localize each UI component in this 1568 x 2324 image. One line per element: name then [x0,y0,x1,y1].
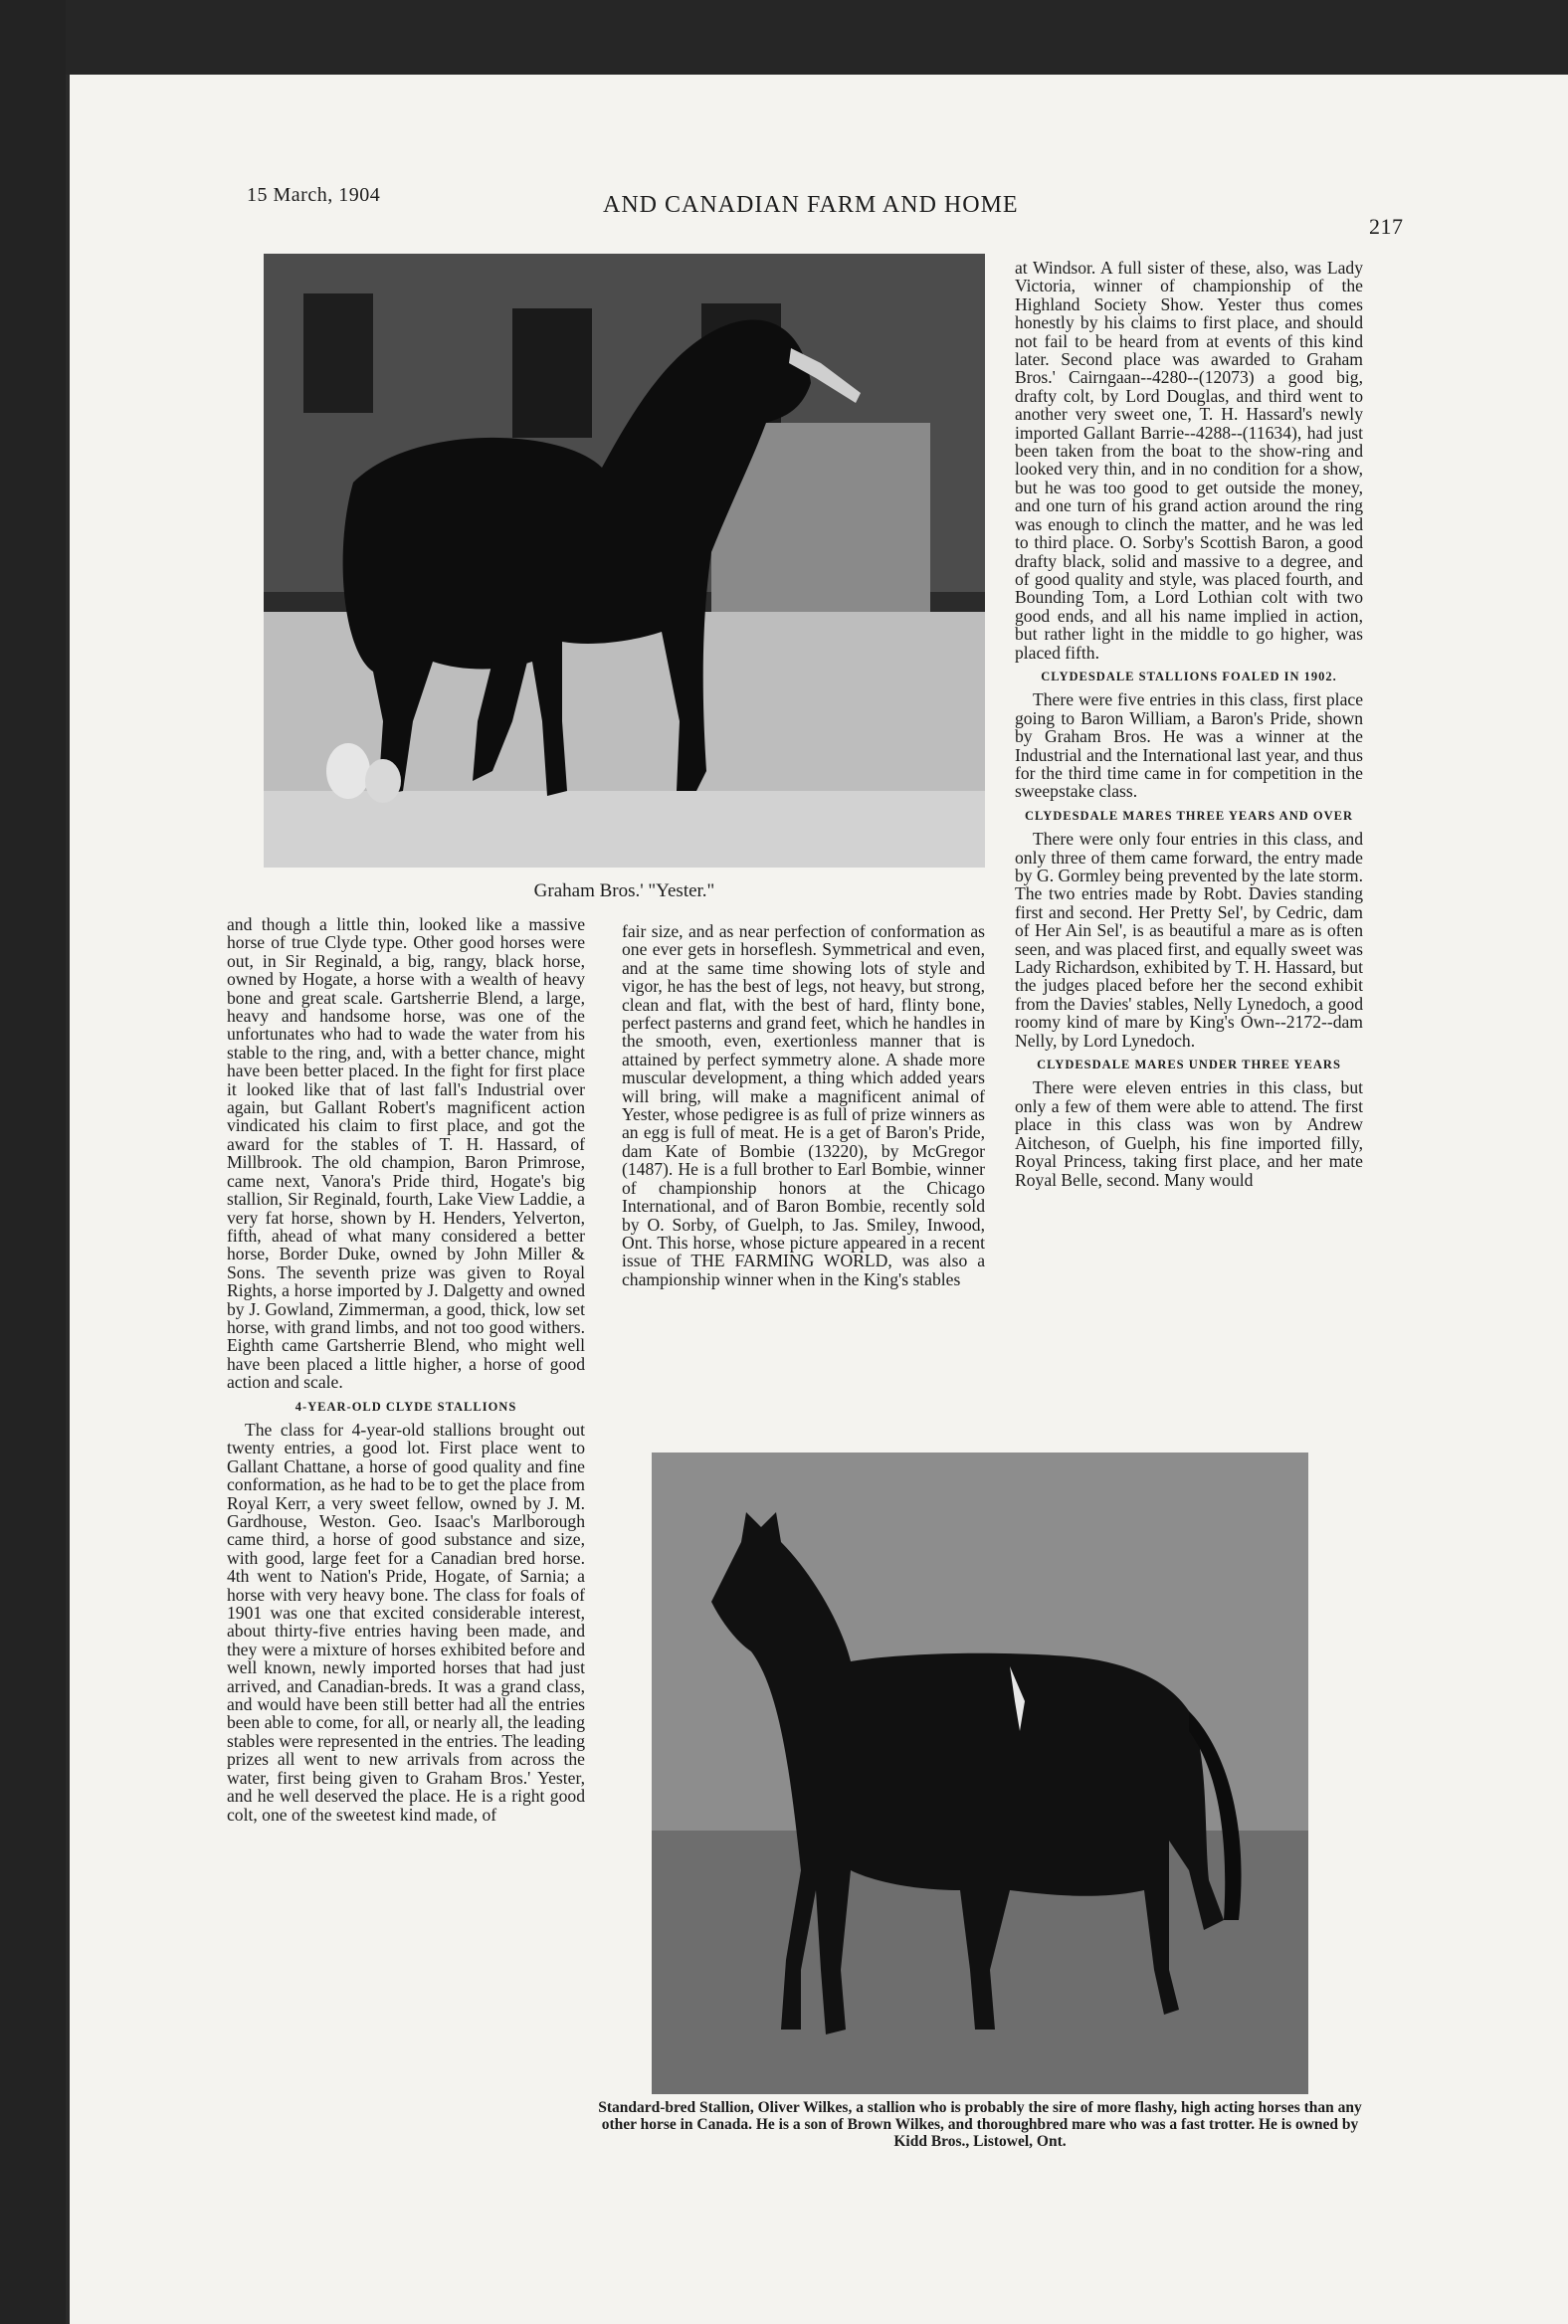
paragraph: and though a little thin, looked like a massive horse of true Clyde type. Other good horses were out, in Sir Reginald, a big, rangy, black horse, owned by Hogate, a horse with a wealth of heavy bone and great scale. Gartsherrie Blend, a large, heavy and handsome horse, was one of the unfortunates who had to wade the water from his stable to the ring, and, with a better chance, might have been better placed. In the fight for first place it looked like that of last fall's Industrial over again, but Gallant Robert's magnificent action vindicated his claim to first place, and got the award for the stables of T. H. Hassard, of Millbrook. The old champion, Baron Primrose, came next, Vanora's Pride third, Hogate's big stallion, Sir Reginald, fourth, Lake View Laddie, a very fat horse, shown by H. Henders, Yelverton, fifth, ahead of what many considered a better horse, Border Duke, owned by John Miller & Sons. The seventh prize was given to Royal Rights, a horse imported by J. Dalgetty and owned by J. Gowland, Zimmerman, a good, thick, low set horse, with grand limbs, and not too good withers. Eighth came Gartsherrie Blend, who might well have been placed a little higher, a horse of good action and scale. [227,914,585,1393]
article-column-left [227,915,585,1824]
photo-yester-caption: Graham Bros.' "Yester." [533,880,715,901]
scan-border-left [0,0,66,2324]
section-heading: 4-YEAR-OLD CLYDE STALLIONS [294,1399,517,1414]
stallion-photo-image [652,1452,1308,2094]
article-column-middle [622,922,985,1288]
article-column-right [1015,259,1363,1189]
paragraph: There were only four entries in this class, and only three of them came forward, the entry made by G. Gormley being prevented by the late storm. The two entries made by Robt. Davies standing first and second. Her Pretty Sel', by Cedric, dam of Her Ain Sel', is as beautiful a mare as is often seen, and was placed first, and equally sweet was Lady Richardson, exhibited by T. H. Hassard, but the judges placed before her the second exhibit from the Davies' stables, Nelly Lynedoch, a good roomy kind of mare by King's Own--2172--dam Nelly, by Lord Lynedoch. [1015,829,1363,1051]
paragraph: at Windsor. A full sister of these, also, was Lady Victoria, winner of championship of the Highland Society Show. Yester thus comes honestly by his claims to first place, and should not fail to be heard from at events of this kind later. Second place was awarded to Graham Bros.' Cairngaan--4280--(12073) a good big, drafty colt, by Lord Douglas, and third went to another very sweet one, T. H. Hassard's newly imported Gallant Barrie--4288--(11634), had just been taken from the boat to the show-ring and looked very thin, and in no condition for a show, but he was too good to get outside the money, and one turn of his grand action around the ring was enough to clinch the matter, and he was led to third place. O. Sorby's Scottish Baron, a good drafty black, solid and massive to a degree, and of good quality and style, was placed fourth, and Bounding Tom, a Lord Lothian colt with two good ends, and all his name implied in action, but rather light in the middle to go higher, was placed fifth. [1015,258,1363,663]
magazine-page [70,75,1568,2324]
paragraph: There were five entries in this class, first place going to Baron William, a Baron's Pride, shown by Graham Bros. He was a winner at the Industrial and the International last year, and thus for the third time came in for competition in the sweepstake class. [1015,689,1363,802]
scan-border-top [0,0,1568,75]
horse-photo-image [264,254,985,868]
section-heading: CLYDESDALE MARES THREE YEARS AND OVER [1024,808,1353,823]
issue-date: 15 March, 1904 [247,184,381,206]
photo-oliver-wilkes-caption: Standard-bred Stallion, Oliver Wilkes, a stallion who is probably the sire of more flashy, high acting horses than any other horse in Canada. He is a son of Brown Wilkes, and thoroughbred mare who was a fast trotter. He is owned by Kidd Bros., Listowel, Ont. [598,2099,1362,2150]
section-heading: CLYDESDALE STALLIONS FOALED IN 1902. [1041,669,1337,683]
paragraph: fair size, and as near perfection of conformation as one ever gets in horseflesh. Symmetrical and even, and at the same time showing lots of style and vigor, he has the best of legs, not heavy, but strong, clean and flat, with the best of hard, flinty bone, perfect pasterns and grand feet, which he handles in the smooth, even, exertionless manner that is attained by perfect symmetry alone. A shade more muscular development, a thing which added years will bring, will make a magnificent animal of Yester, whose pedigree is as full of prize winners as an egg is full of meat. He is a get of Baron's Pride, dam Kate of Bombie (13220), by McGregor (1487). He is a full brother to Earl Bombie, winner of championship honors at the Chicago International, and of Baron Bombie, recently sold by O. Sorby, of Guelph, to Jas. Smiley, Inwood, Ont. This horse, whose picture appeared in a recent issue of THE FARMING WORLD, was also a championship winner when in the King's stables [622,921,985,1289]
paragraph: There were eleven entries in this class, but only a few of them were able to attend. The first place in this class was won by Andrew Aitcheson, of Guelph, his fine imported filly, Royal Princess, taking first place, and her mate Royal Belle, second. Many would [1015,1077,1363,1190]
page-number: 217 [1369,214,1404,239]
photo-oliver-wilkes [652,1452,1308,2094]
paragraph: The class for 4-year-old stallions brought out twenty entries, a good lot. First place went to Gallant Chattane, a horse of good quality and fine conformation, as he had to be to get the place from Royal Kerr, a very sweet fellow, owned by J. M. Gardhouse, Weston. Geo. Isaac's Marlborough came third, a horse of good substance and size, with good, large feet for a Canadian bred horse. 4th went to Nation's Pride, Hogate, of Sarnia; a horse with very heavy bone. The class for foals of 1901 was one that excited considerable interest, about thirty-five entries having been made, and they were a mixture of horses exhibited before and well known, newly imported horses that had just arrived, and Canadian-breds. It was a grand class, and would have been still better had all the entries been able to come, for all, or nearly all, the leading stables were represented in the entries. The leading prizes all went to new arrivals from across the water, first being given to Graham Bros.' Yester, and he well deserved the place. He is a right good colt, one of the sweetest kind made, of [227,1419,585,1825]
running-title: AND CANADIAN FARM AND HOME [603,192,1019,218]
section-heading: CLYDESDALE MARES UNDER THREE YEARS [1037,1058,1341,1072]
photo-yester [264,254,985,868]
